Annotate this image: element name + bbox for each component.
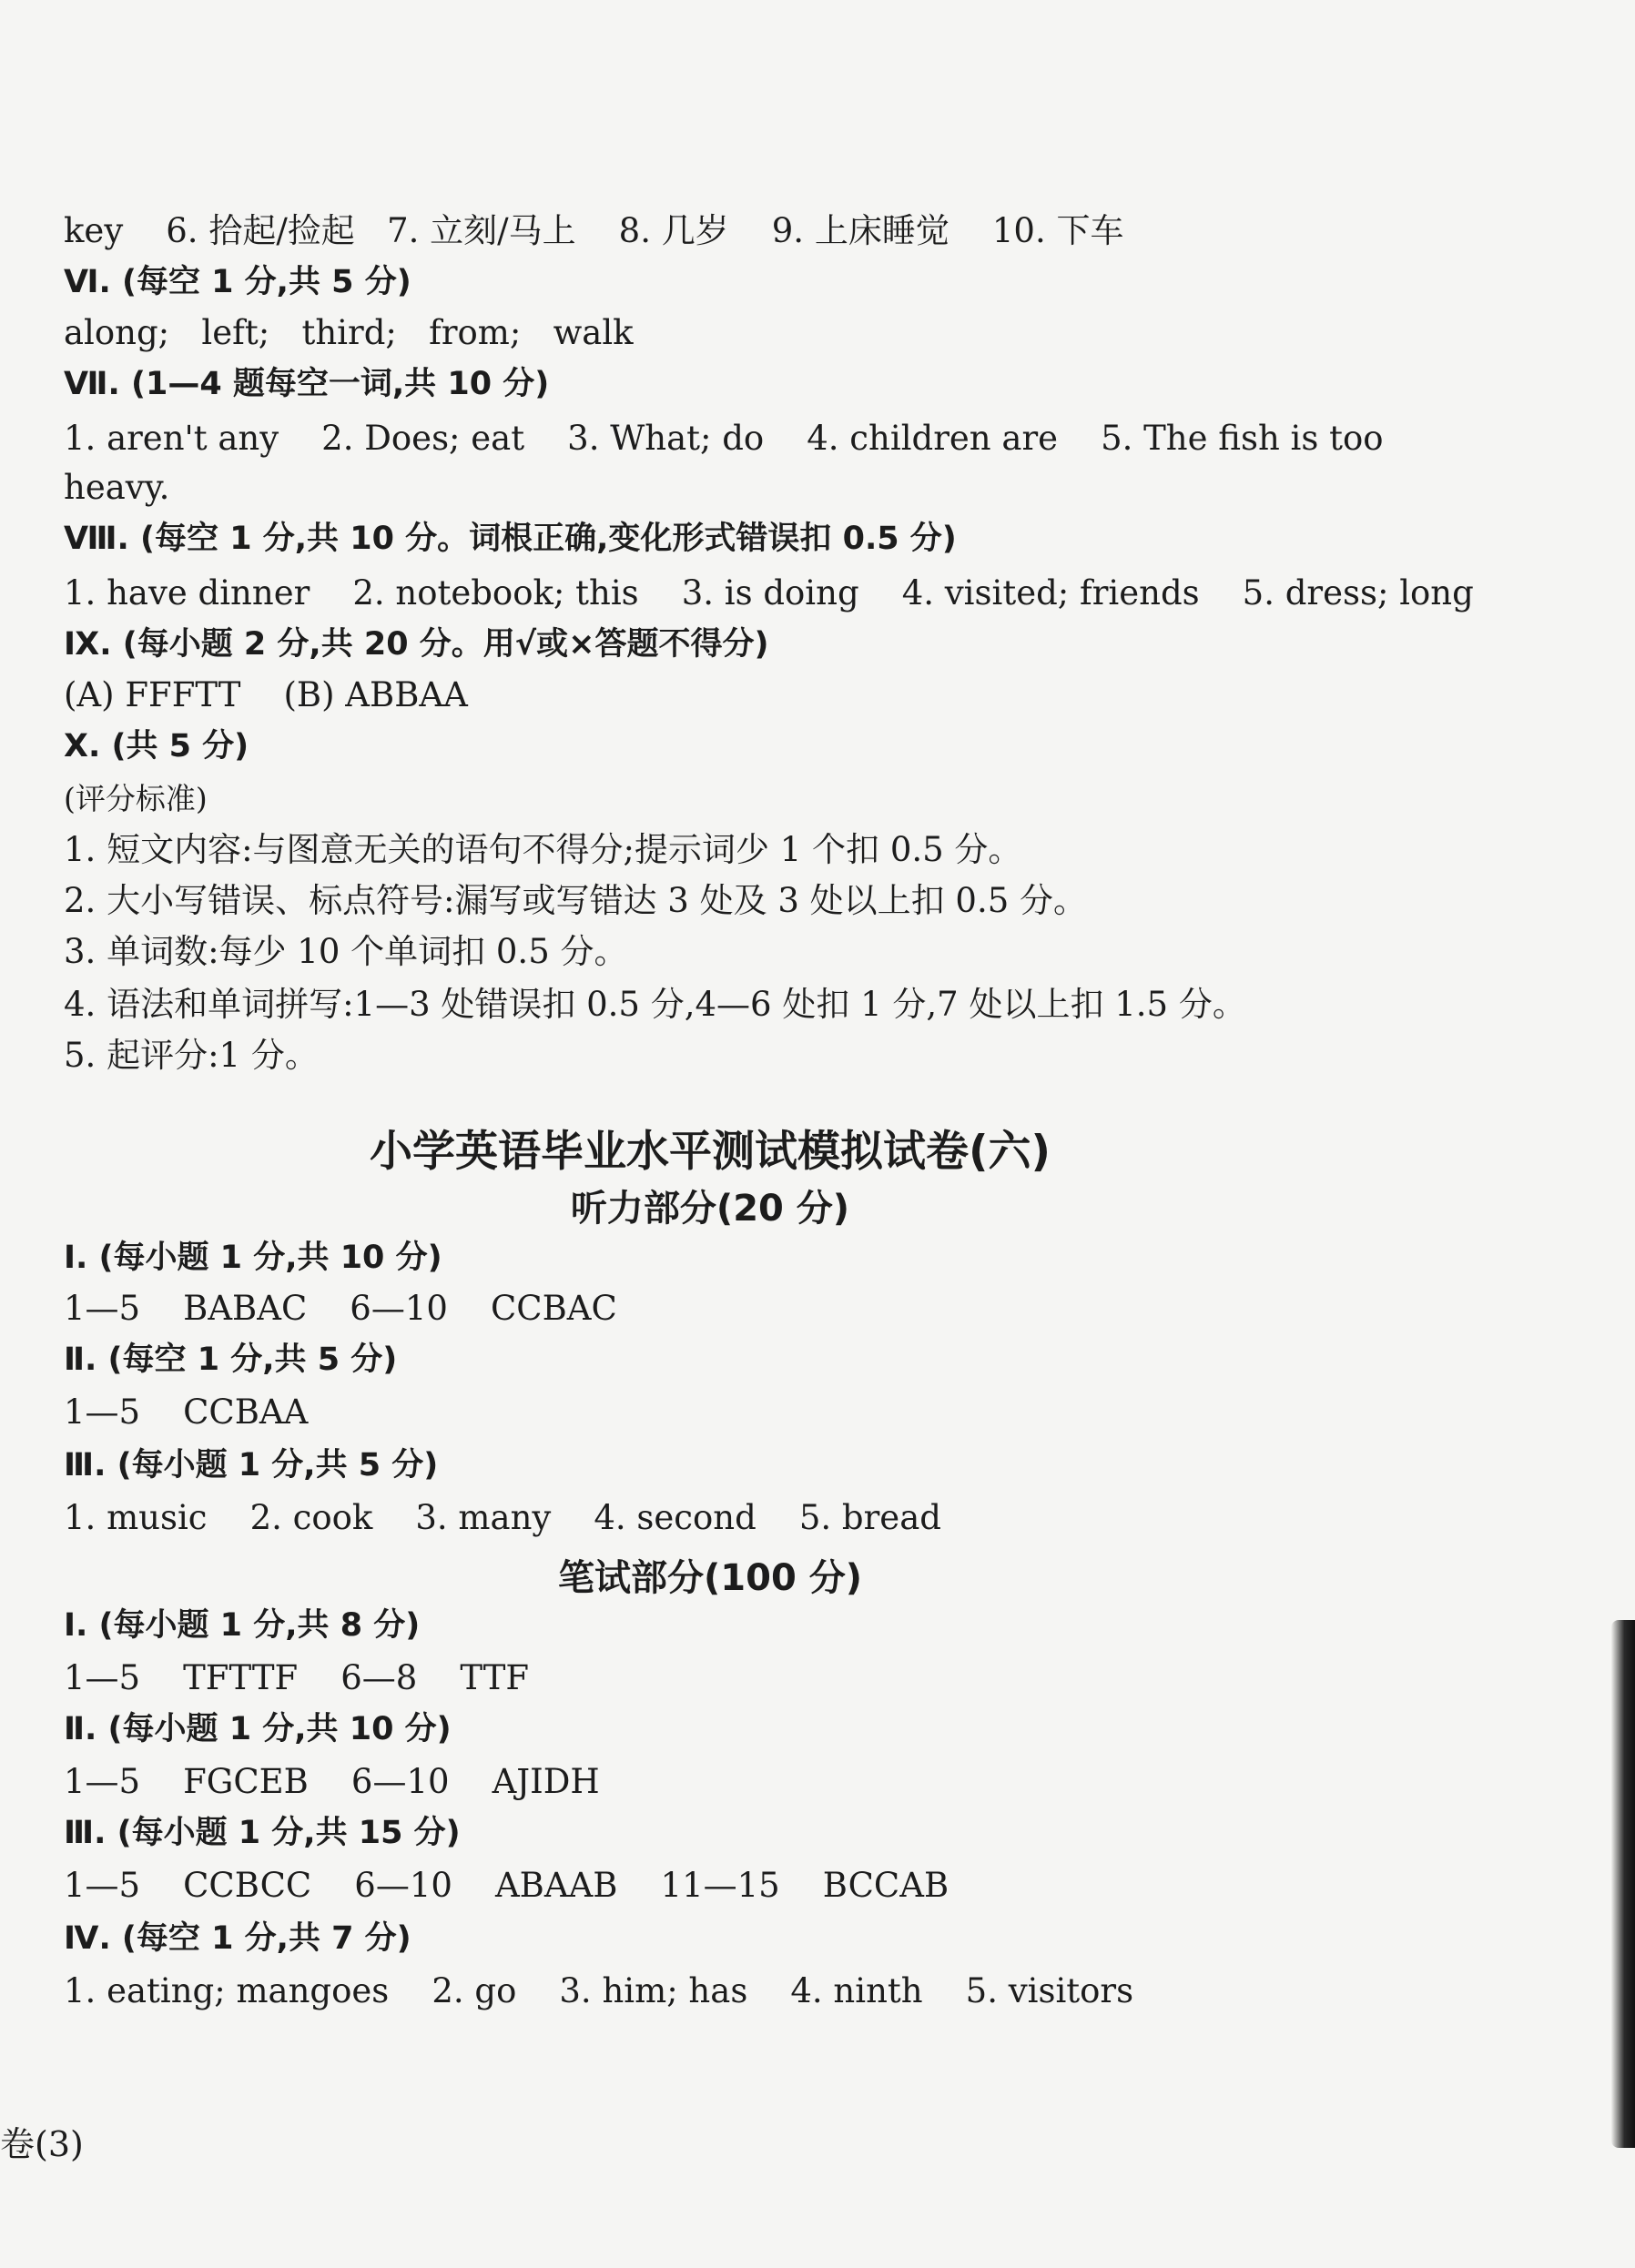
criteria-item: 3. 单词数:每少 10 个单词扣 0.5 分。 bbox=[64, 932, 628, 971]
section-heading: Ⅹ. (共 5 分) bbox=[64, 728, 249, 764]
answer-line: 1—5 FGCEB 6—10 AJIDH bbox=[64, 1762, 600, 1801]
criteria-item: 5. 起评分:1 分。 bbox=[64, 1036, 319, 1075]
section-heading: Ⅲ. (每小题 1 分,共 5 分) bbox=[64, 1447, 439, 1483]
written-section-title: 笔试部分(100 分) bbox=[558, 1557, 862, 1599]
listening-section-title: 听力部分(20 分) bbox=[570, 1188, 850, 1230]
exam-title: 小学英语毕业水平测试模拟试卷(六) bbox=[370, 1127, 1051, 1177]
section-heading: Ⅰ. (每小题 1 分,共 10 分) bbox=[64, 1240, 442, 1276]
section-heading: Ⅰ. (每小题 1 分,共 8 分) bbox=[64, 1607, 421, 1644]
answer-line: along; left; third; from; walk bbox=[64, 313, 634, 352]
answer-line: key 6. 拾起/捡起 7. 立刻/马上 8. 几岁 9. 上床睡觉 10. 下车 bbox=[64, 211, 1124, 250]
section-heading: Ⅳ. (每空 1 分,共 7 分) bbox=[64, 1920, 411, 1957]
answer-line: 1. aren't any 2. Does; eat 3. What; do 4. children are 5. The fish is too bbox=[64, 419, 1384, 458]
criteria-item: 2. 大小写错误、标点符号:漏写或写错达 3 处及 3 处以上扣 0.5 分。 bbox=[64, 881, 1088, 920]
answer-line: 1—5 TFTTF 6—8 TTF bbox=[64, 1658, 530, 1697]
section-heading: Ⅲ. (每小题 1 分,共 15 分) bbox=[64, 1815, 461, 1851]
answer-line: (A) FFFTT (B) ABBAA bbox=[64, 675, 468, 714]
scoring-criteria-label: (评分标准) bbox=[64, 781, 208, 816]
page-footer: 卷(3) bbox=[0, 2124, 84, 2164]
criteria-item: 1. 短文内容:与图意无关的语句不得分;提示词少 1 个扣 0.5 分。 bbox=[64, 830, 1022, 869]
criteria-item: 4. 语法和单词拼写:1—3 处错误扣 0.5 分,4—6 处扣 1 分,7 处以上扣 1.5 分。 bbox=[64, 985, 1246, 1024]
answer-line: 1—5 BABAC 6—10 CCBAC bbox=[64, 1289, 617, 1328]
section-heading: Ⅱ. (每小题 1 分,共 10 分) bbox=[64, 1711, 452, 1747]
answer-line: 1—5 CCBAA bbox=[64, 1392, 309, 1432]
section-heading: Ⅵ. (每空 1 分,共 5 分) bbox=[64, 264, 411, 300]
answer-line: 1. have dinner 2. notebook; this 3. is doing 4. visited; friends 5. dress; long bbox=[64, 573, 1474, 613]
page-binding-edge bbox=[1611, 1620, 1635, 2148]
answer-line: 1—5 CCBCC 6—10 ABAAB 11—15 BCCAB bbox=[64, 1866, 950, 1905]
section-heading: Ⅶ. (1—4 题每空一词,共 10 分) bbox=[64, 366, 550, 402]
section-heading: Ⅱ. (每空 1 分,共 5 分) bbox=[64, 1342, 398, 1378]
answer-line: 1. music 2. cook 3. many 4. second 5. bread bbox=[64, 1498, 941, 1537]
section-heading: Ⅷ. (每空 1 分,共 10 分。词根正确,变化形式错误扣 0.5 分) bbox=[64, 521, 957, 557]
section-heading: Ⅸ. (每小题 2 分,共 20 分。用√或×答题不得分) bbox=[64, 626, 769, 663]
answer-line: heavy. bbox=[64, 468, 170, 507]
answer-line: 1. eating; mangoes 2. go 3. him; has 4. ninth 5. visitors bbox=[64, 1971, 1134, 2010]
